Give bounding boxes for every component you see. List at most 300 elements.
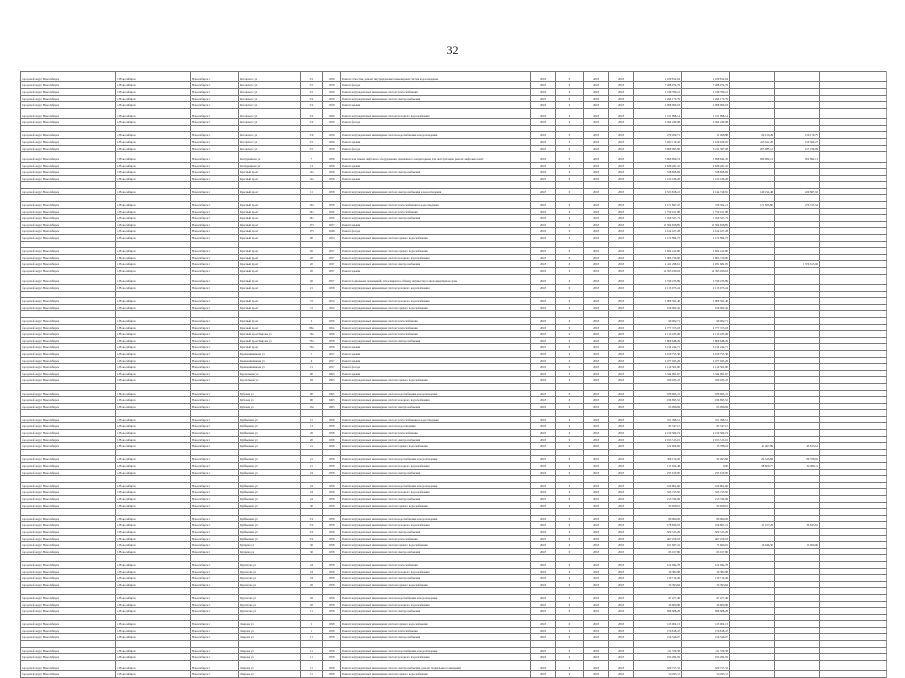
house-number-cell: 26 [301, 581, 323, 588]
note-cell [820, 182, 887, 189]
zero-cell [556, 241, 584, 248]
build-year-cell: 1965 [323, 397, 341, 404]
start-year-cell: 2018 [584, 370, 609, 377]
note-cell [820, 430, 887, 437]
settlement-cell: Новосибирск г [191, 248, 239, 255]
table-row [21, 298, 887, 305]
city-cell: г. Новосибирск [116, 581, 191, 588]
note-cell [820, 102, 887, 109]
end-year-cell: 2018 [609, 119, 634, 126]
note-cell [820, 410, 887, 417]
street-cell: Лаврова ул [239, 654, 301, 661]
settlement-cell: Новосибирск г [191, 317, 239, 324]
house-number-cell: 31 [301, 298, 323, 305]
build-year-cell: 1959 [323, 95, 341, 102]
city-cell: г. Новосибирск [116, 528, 191, 535]
start-year-cell: 2018 [584, 489, 609, 496]
house-number-cell: 19а [301, 202, 323, 209]
settlement-cell: Новосибирск г [191, 285, 239, 292]
table-row [21, 344, 887, 351]
start-year-cell: 2018 [584, 254, 609, 261]
zero-cell: 0 [556, 145, 584, 152]
total-cost-cell: 306 150,26 [634, 456, 682, 463]
year-cell [531, 125, 556, 132]
house-number-cell: 175 [301, 228, 323, 235]
total-cost-cell: 1 011 898,14 [634, 108, 682, 118]
year-cell: 2018 [531, 268, 556, 275]
table-row [21, 188, 887, 195]
work-type-cell: Ремонт крыши [341, 350, 531, 357]
work-type-cell: Ремонт внутридомовых инженерных систем теплоснабжения [341, 88, 531, 95]
table-row [21, 555, 887, 562]
owners-cost-cell [775, 317, 820, 324]
table-row [21, 377, 887, 384]
table-row [21, 95, 887, 102]
municipality-cell: городской округ Новосибирск [21, 515, 116, 522]
work-type-cell: Ремонт внутридомовых инженерных систем электроснабжения [341, 337, 531, 344]
owners-cost-cell [775, 594, 820, 601]
fund-cost-cell [682, 241, 730, 248]
owners-cost-cell [775, 575, 820, 582]
budget-cost-cell [730, 285, 775, 292]
start-year-cell: 2018 [584, 331, 609, 338]
budget-cost-cell: 16 946,50 [730, 542, 775, 549]
fund-cost-cell [682, 509, 730, 516]
start-year-cell: 2018 [584, 268, 609, 275]
note-cell [820, 304, 887, 311]
year-cell: 2018 [531, 561, 556, 568]
total-cost-cell [634, 476, 682, 483]
year-cell: 2018 [531, 443, 556, 450]
note-cell [820, 125, 887, 132]
table-row [21, 430, 887, 437]
budget-cost-cell [730, 528, 775, 535]
table-row [21, 469, 887, 476]
city-cell: г. Новосибирск [116, 423, 191, 430]
zero-cell [556, 311, 584, 318]
street-cell: Красный пр-кт [239, 304, 301, 311]
fund-cost-cell [682, 476, 730, 483]
work-type-cell: Ремонт внутридомовых инженерных систем горячего водоснабжения [341, 581, 531, 588]
municipality-cell: городской округ Новосибирск [21, 522, 116, 529]
settlement-cell [191, 291, 239, 298]
settlement-cell: Новосибирск г [191, 430, 239, 437]
house-number-cell: 79а [301, 344, 323, 351]
build-year-cell: 1958 [323, 489, 341, 496]
note-cell [820, 82, 887, 89]
year-cell: 2018 [531, 304, 556, 311]
budget-cost-cell [730, 588, 775, 595]
total-cost-cell: 2 638 491,41 [634, 162, 682, 169]
settlement-cell: Новосибирск г [191, 350, 239, 357]
owners-cost-cell [775, 601, 820, 608]
fund-cost-cell: 2 013 513,01 [682, 436, 730, 443]
zero-cell: 0 [556, 654, 584, 661]
house-number-cell: 21 [301, 463, 323, 470]
house-number-cell: 11 [301, 671, 323, 678]
end-year-cell: 2018 [609, 528, 634, 535]
house-number-cell: 24 [301, 575, 323, 582]
street-cell: Красный пр-кт [239, 169, 301, 176]
street-cell: Красный пр-кт [239, 261, 301, 268]
city-cell: г. Новосибирск [116, 654, 191, 661]
municipality-cell: городской округ Новосибирск [21, 542, 116, 549]
municipality-cell: городской округ Новосибирск [21, 496, 116, 503]
house-number-cell: 5/6 [301, 132, 323, 139]
work-type-cell: Ремонт внутридомовых инженерных систем электроснабжения [341, 436, 531, 443]
municipality-cell: городской округ Новосибирск [21, 72, 116, 82]
owners-cost-cell [775, 608, 820, 615]
note-cell [820, 108, 887, 118]
owners-cost-cell [775, 390, 820, 397]
work-type-cell: Ремонт внутридомовых инженерных систем горячего водоснабжения [341, 542, 531, 549]
end-year-cell [609, 241, 634, 248]
street-cell: Куприна ул [239, 548, 301, 555]
year-cell: 2018 [531, 528, 556, 535]
start-year-cell: 2018 [584, 568, 609, 575]
street-cell: Красный пр-кт [239, 254, 301, 261]
work-type-cell: Ремонт внутридомовых инженерных систем холодного водоснабжения [341, 522, 531, 529]
end-year-cell: 2018 [609, 489, 634, 496]
table-row [21, 248, 887, 255]
settlement-cell: Новосибирск г [191, 528, 239, 535]
year-cell [531, 182, 556, 189]
house-number-cell: 11 [301, 188, 323, 195]
street-cell: Курчатова ул [239, 601, 301, 608]
total-cost-cell: 1 069 561,40 [634, 298, 682, 305]
street-cell [239, 614, 301, 621]
street-cell [239, 311, 301, 318]
budget-cost-cell [730, 416, 775, 423]
street-cell: Красный пр-кт [239, 268, 301, 275]
end-year-cell: 2018 [609, 188, 634, 195]
total-cost-cell: 111 559,58 [634, 647, 682, 654]
work-type-cell: Ремонт внутридомовых инженерных систем холодного водоснабжения [341, 601, 531, 608]
work-type-cell [341, 449, 531, 456]
street-cell: Куйбышева ул [239, 463, 301, 470]
build-year-cell [323, 182, 341, 189]
end-year-cell: 2018 [609, 608, 634, 615]
start-year-cell: 2018 [584, 403, 609, 410]
end-year-cell: 2018 [609, 215, 634, 222]
owners-cost-cell [775, 654, 820, 661]
zero-cell: 0 [556, 515, 584, 522]
build-year-cell: 1958 [323, 416, 341, 423]
fund-cost-cell: 60 062,71 [682, 317, 730, 324]
work-type-cell: Ремонт внутридомовых инженерных систем электроснабжения [341, 261, 531, 268]
budget-cost-cell [730, 119, 775, 126]
owners-cost-cell [775, 476, 820, 483]
owners-cost-cell [775, 416, 820, 423]
fund-cost-cell: 1 998 642,45 [682, 152, 730, 162]
municipality-cell: городской округ Новосибирск [21, 152, 116, 162]
owners-cost-cell: 32 006,11 [775, 463, 820, 470]
start-year-cell: 2018 [584, 496, 609, 503]
house-number-cell: 90 [301, 397, 323, 404]
year-cell: 2018 [531, 403, 556, 410]
total-cost-cell: 213 769,09 [634, 496, 682, 503]
budget-cost-cell [730, 268, 775, 275]
street-cell: Курчатова ул [239, 581, 301, 588]
note-cell [820, 601, 887, 608]
work-type-cell: Ремонт крыши [341, 221, 531, 228]
build-year-cell: 1958 [323, 671, 341, 678]
zero-cell: 0 [556, 285, 584, 292]
settlement-cell: Новосибирск г [191, 364, 239, 371]
table-row [21, 304, 887, 311]
total-cost-cell: 178 830,03 [634, 522, 682, 529]
owners-cost-cell [775, 248, 820, 255]
fund-cost-cell: 696 608,28 [682, 608, 730, 615]
owners-cost-cell [775, 72, 820, 82]
house-number-cell [301, 291, 323, 298]
owners-cost-cell [775, 581, 820, 588]
municipality-cell: городской округ Новосибирск [21, 430, 116, 437]
city-cell: г. Новосибирск [116, 285, 191, 292]
end-year-cell: 2018 [609, 298, 634, 305]
total-cost-cell [634, 588, 682, 595]
settlement-cell [191, 311, 239, 318]
street-cell: Куйбышева ул [239, 489, 301, 496]
budget-cost-cell [730, 182, 775, 189]
total-cost-cell: 110 710,49 [634, 575, 682, 582]
municipality-cell: городской округ Новосибирск [21, 215, 116, 222]
note-cell [820, 298, 887, 305]
table-row [21, 235, 887, 242]
table-row [21, 515, 887, 522]
work-type-cell: Ремонт внутридомовых инженерных систем горячего водоснабжения [341, 671, 531, 678]
city-cell [116, 509, 191, 516]
budget-cost-cell [730, 581, 775, 588]
municipality-cell: городской округ Новосибирск [21, 634, 116, 641]
build-year-cell [323, 476, 341, 483]
zero-cell: 0 [556, 608, 584, 615]
house-number-cell: 5/2 [301, 522, 323, 529]
year-cell: 2018 [531, 102, 556, 109]
owners-cost-cell [775, 641, 820, 648]
note-cell [820, 627, 887, 634]
end-year-cell: 2018 [609, 235, 634, 242]
total-cost-cell: 180 933,23 [634, 377, 682, 384]
start-year-cell: 2018 [584, 304, 609, 311]
year-cell: 2018 [531, 627, 556, 634]
work-type-cell: Ремонт внутридомовых инженерных систем теплоснабжения [341, 331, 531, 338]
zero-cell: 0 [556, 337, 584, 344]
year-cell: 2018 [531, 72, 556, 82]
note-cell [820, 449, 887, 456]
fund-cost-cell: 4 109 753,30 [682, 350, 730, 357]
owners-cost-cell [775, 175, 820, 182]
settlement-cell: Новосибирск г [191, 443, 239, 450]
year-cell: 2018 [531, 463, 556, 470]
build-year-cell [323, 241, 341, 248]
build-year-cell [323, 410, 341, 417]
owners-cost-cell: 157 239,09 [775, 145, 820, 152]
end-year-cell: 2018 [609, 496, 634, 503]
build-year-cell: 1958 [323, 608, 341, 615]
total-cost-cell: 2 115 073,24 [634, 285, 682, 292]
street-cell: Красный пр-кт [239, 324, 301, 331]
build-year-cell: 1958 [323, 581, 341, 588]
settlement-cell: Новосибирск г [191, 469, 239, 476]
street-cell: Куйбышева ул [239, 430, 301, 437]
build-year-cell [323, 641, 341, 648]
fund-cost-cell: 93 658,01 [682, 502, 730, 509]
start-year-cell: 2018 [584, 627, 609, 634]
work-type-cell: Ремонт отмостки, ремонт внутридомовых инженерных систем водоотведения [341, 72, 531, 82]
street-cell: Куйбышева ул [239, 443, 301, 450]
year-cell: 2018 [531, 254, 556, 261]
street-cell: Куйбышева ул [239, 535, 301, 542]
end-year-cell: 2018 [609, 268, 634, 275]
street-cell: Котовского ул [239, 88, 301, 95]
table-row [21, 138, 887, 145]
settlement-cell [191, 476, 239, 483]
work-type-cell: Ремонт внутридомовых инженерных систем холодного водоснабжения [341, 108, 531, 118]
city-cell: г. Новосибирск [116, 344, 191, 351]
owners-cost-cell [775, 331, 820, 338]
fund-cost-cell: 35 788,16 [682, 443, 730, 450]
settlement-cell: Новосибирск г [191, 608, 239, 615]
budget-cost-cell: 263 985,12 [730, 145, 775, 152]
owners-cost-cell: 13 060,00 [775, 542, 820, 549]
work-type-cell: Ремонт внутридомовых инженерных систем водоснабжения и водоотведения [341, 132, 531, 139]
year-cell: 2018 [531, 337, 556, 344]
year-cell: 2018 [531, 82, 556, 89]
house-number-cell: 24 [301, 568, 323, 575]
budget-cost-cell [730, 337, 775, 344]
settlement-cell: Новосибирск г [191, 575, 239, 582]
city-cell: г. Новосибирск [116, 162, 191, 169]
end-year-cell: 2018 [609, 344, 634, 351]
settlement-cell: Новосибирск г [191, 542, 239, 549]
city-cell: г. Новосибирск [116, 489, 191, 496]
street-cell [239, 449, 301, 456]
city-cell: г. Новосибирск [116, 502, 191, 509]
city-cell: г. Новосибирск [116, 548, 191, 555]
year-cell [531, 588, 556, 595]
table-row [21, 285, 887, 292]
end-year-cell: 2018 [609, 423, 634, 430]
note-cell [820, 228, 887, 235]
house-number-cell [301, 311, 323, 318]
start-year-cell [584, 410, 609, 417]
fund-cost-cell: 2 144 749,81 [682, 188, 730, 195]
city-cell [116, 555, 191, 562]
total-cost-cell: 5 154 244,71 [634, 344, 682, 351]
owners-cost-cell: 952 892,13 [775, 152, 820, 162]
house-number-cell: 20 [301, 254, 323, 261]
house-number-cell: 161 [301, 215, 323, 222]
city-cell: г. Новосибирск [116, 261, 191, 268]
year-cell: 2018 [531, 575, 556, 582]
end-year-cell [609, 588, 634, 595]
owners-cost-cell: 150 506,27 [775, 138, 820, 145]
municipality-cell: городской округ Новосибирск [21, 337, 116, 344]
budget-cost-cell [730, 568, 775, 575]
owners-cost-cell [775, 469, 820, 476]
street-cell: Котовского ул [239, 132, 301, 139]
zero-cell: 0 [556, 202, 584, 209]
year-cell: 2018 [531, 535, 556, 542]
owners-cost-cell: 45 813,61 [775, 443, 820, 450]
table-row [21, 397, 887, 404]
owners-cost-cell [775, 621, 820, 628]
city-cell: г. Новосибирск [116, 119, 191, 126]
table-row [21, 621, 887, 628]
start-year-cell: 2018 [584, 317, 609, 324]
owners-cost-cell [775, 208, 820, 215]
note-cell [820, 581, 887, 588]
city-cell: г. Новосибирск [116, 138, 191, 145]
settlement-cell [191, 125, 239, 132]
year-cell: 2018 [531, 215, 556, 222]
settlement-cell: Новосибирск г [191, 175, 239, 182]
start-year-cell [584, 291, 609, 298]
budget-cost-cell [730, 82, 775, 89]
city-cell [116, 241, 191, 248]
zero-cell: 0 [556, 235, 584, 242]
build-year-cell: 1958 [323, 337, 341, 344]
street-cell: Куйбышева ул [239, 502, 301, 509]
table-row [21, 102, 887, 109]
fund-cost-cell: 5 344 091,67 [682, 370, 730, 377]
start-year-cell: 2018 [584, 344, 609, 351]
start-year-cell: 2018 [584, 357, 609, 364]
budget-cost-cell [730, 561, 775, 568]
municipality-cell: городской округ Новосибирск [21, 535, 116, 542]
zero-cell: 0 [556, 274, 584, 284]
municipality-cell: городской округ Новосибирск [21, 169, 116, 176]
total-cost-cell: 235 610,85 [634, 469, 682, 476]
table-row [21, 443, 887, 450]
build-year-cell: 1958 [323, 188, 341, 195]
table-row [21, 132, 887, 139]
note-cell [820, 535, 887, 542]
fund-cost-cell: 2 113 183,06 [682, 331, 730, 338]
work-type-cell [341, 125, 531, 132]
settlement-cell: Новосибирск г [191, 324, 239, 331]
year-cell: 2018 [531, 522, 556, 529]
owners-cost-cell [775, 528, 820, 535]
build-year-cell: 1959 [323, 108, 341, 118]
owners-cost-cell [775, 410, 820, 417]
city-cell: г. Новосибирск [116, 660, 191, 670]
budget-cost-cell [730, 344, 775, 351]
house-number-cell: 21 [301, 285, 323, 292]
owners-cost-cell [775, 647, 820, 654]
city-cell: г. Новосибирск [116, 430, 191, 437]
start-year-cell: 2018 [584, 660, 609, 670]
budget-cost-cell [730, 274, 775, 284]
start-year-cell: 2018 [584, 548, 609, 555]
year-cell: 2018 [531, 568, 556, 575]
zero-cell: 0 [556, 403, 584, 410]
budget-cost-cell [730, 102, 775, 109]
budget-cost-cell [730, 641, 775, 648]
owners-cost-cell [775, 162, 820, 169]
city-cell [116, 195, 191, 202]
zero-cell: 0 [556, 561, 584, 568]
municipality-cell: городской округ Новосибирск [21, 285, 116, 292]
owners-cost-cell [775, 215, 820, 222]
budget-cost-cell [730, 647, 775, 654]
end-year-cell: 2018 [609, 568, 634, 575]
work-type-cell: Ремонт внутридомовых инженерных систем электроснабжения [341, 496, 531, 503]
house-number-cell: 90 [301, 390, 323, 397]
owners-cost-cell [775, 364, 820, 371]
zero-cell: 0 [556, 95, 584, 102]
